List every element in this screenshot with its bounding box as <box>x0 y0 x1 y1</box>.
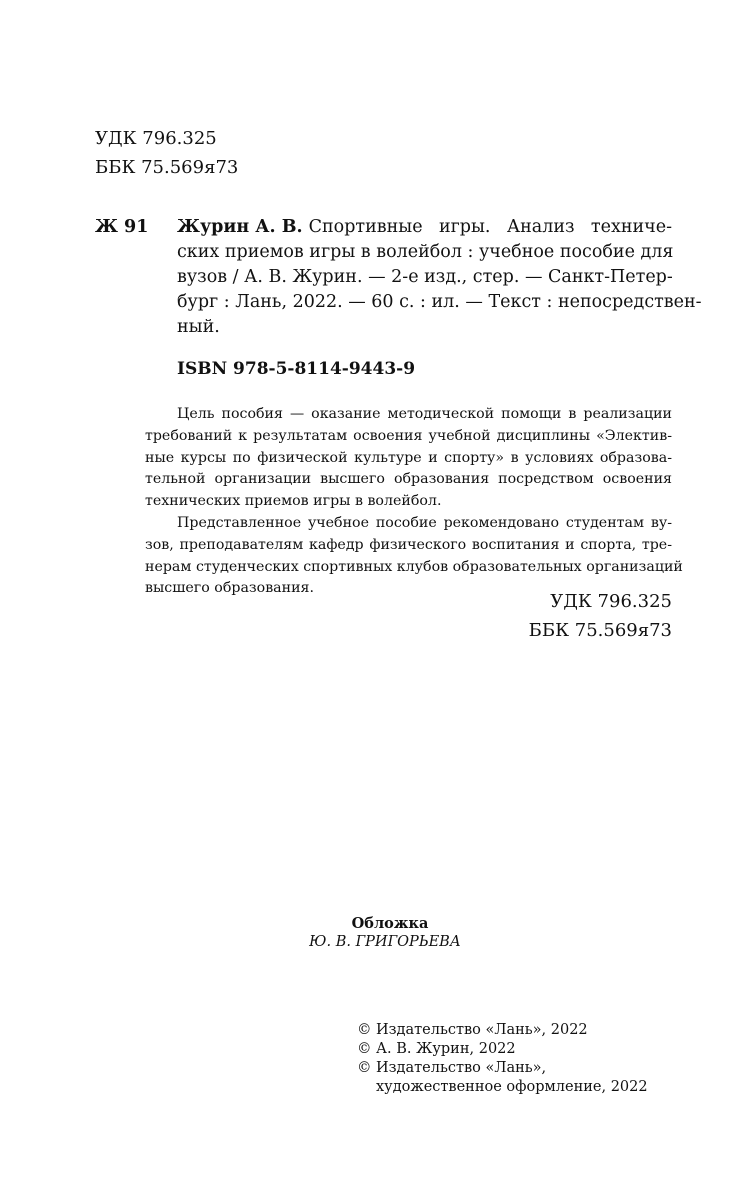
copyright-symbol: © <box>357 1041 372 1057</box>
abstract-line: Представленное учебное пособие рекомендовано студентам ву- <box>177 514 672 531</box>
entry-line: вузов / А. В. Журин. — 2-е изд., стер. — Санкт-Петер- <box>177 267 673 287</box>
entry-line: ный. <box>177 317 220 337</box>
copyright-line: © А. В. Журин, 2022 <box>357 1041 516 1057</box>
abstract-line: требований к результатам освоения учебной дисциплины «Электив- <box>145 427 672 444</box>
abstract-line: нерам студенческих спортивных клубов образовательных организаций <box>145 558 683 575</box>
copyright-continuation: художественное оформление, 2022 <box>376 1079 648 1095</box>
copyright-line: © Издательство «Лань», 2022 <box>357 1022 588 1038</box>
bbk-code: ББК 75.569я73 <box>95 157 239 178</box>
author-name: Журин А. В. <box>177 217 303 237</box>
cover-designer: Ю. В. ГРИГОРЬЕВА <box>309 934 461 950</box>
abstract-line: технических приемов игры в волейбол. <box>145 493 442 510</box>
copyright-block <box>357 1021 648 1097</box>
classification-top <box>95 124 238 182</box>
bibliographic-entry <box>95 215 702 340</box>
entry-line: ских приемов игры в волейбол : учебное пособие для <box>177 242 674 262</box>
classification-bottom <box>529 587 672 645</box>
udk-code: УДК 796.325 <box>550 591 672 612</box>
abstract <box>145 404 683 600</box>
entry-line: бург : Лань, 2022. — 60 с. : ил. — Текст : непосредствен- <box>177 292 702 312</box>
abstract-line: ные курсы по физической культуре и спорту» в условиях образова- <box>145 449 672 466</box>
cover-credit <box>300 914 480 952</box>
udk-code: УДК 796.325 <box>95 128 217 149</box>
copyright-line: © Издательство «Лань», <box>357 1060 547 1076</box>
abstract-line: Цель пособия — оказание методической помощи в реализации <box>177 406 672 422</box>
isbn: ISBN 978-5-8114-9443-9 <box>177 359 416 379</box>
copyright-symbol: © <box>357 1060 372 1076</box>
copyright-symbol: © <box>357 1022 372 1038</box>
cover-label: Обложка <box>351 915 429 932</box>
abstract-line: высшего образования. <box>145 580 315 597</box>
bbk-code: ББК 75.569я73 <box>528 620 672 641</box>
author-code: Ж 91 <box>95 217 149 237</box>
entry-line: Журин А. В. Спортивные игры. Анализ техниче- <box>177 215 672 240</box>
abstract-line: зов, преподавателям кафедр физического воспитания и спорта, тре- <box>145 536 672 553</box>
abstract-line: тельной организации высшего образования посредством освоения <box>145 471 672 488</box>
